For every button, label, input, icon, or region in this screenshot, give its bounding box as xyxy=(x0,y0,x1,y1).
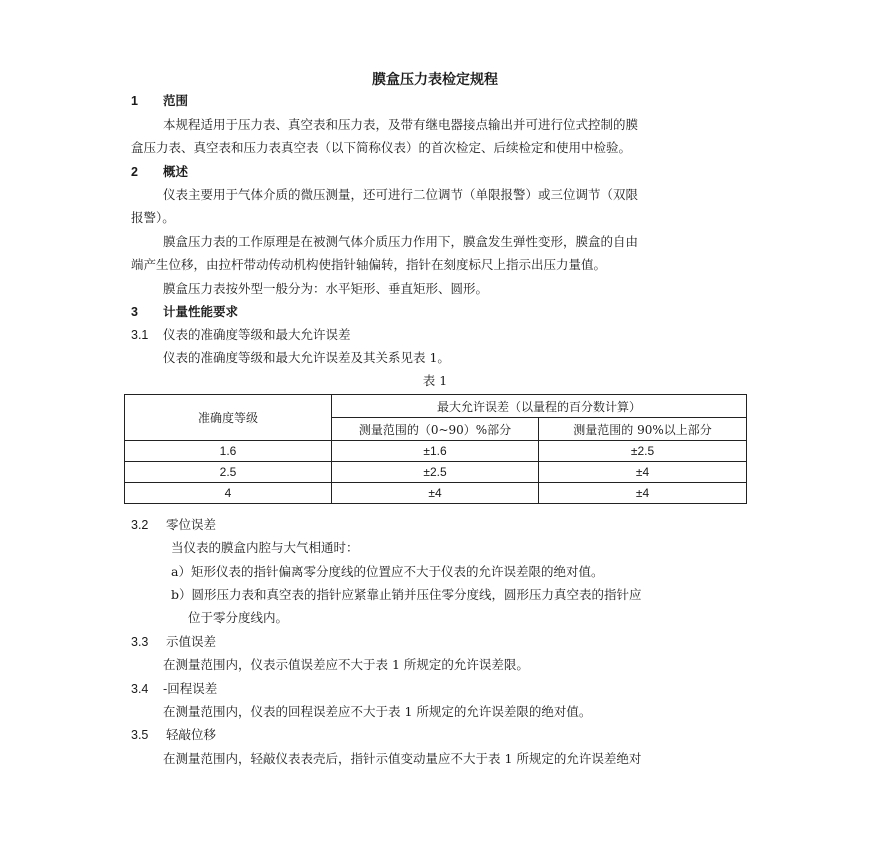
accuracy-table xyxy=(124,394,747,504)
table-cell-error-low: ±1.6 xyxy=(332,441,539,462)
table-row xyxy=(125,441,747,462)
section-1-heading: 范围 xyxy=(163,93,189,108)
section-3-3-number: 3.3 xyxy=(131,635,149,649)
section-3-1-heading: 仪表的准确度等级和最大允许误差 xyxy=(163,327,351,342)
section-3-2-item-a: a）矩形仪表的指针偏离零分度线的位置应不大于仪表的允许误差限的绝对值。 xyxy=(171,564,604,579)
section-3-2-paragraph: 当仪表的膜盒内腔与大气相通时： xyxy=(171,540,359,555)
section-3-4-heading: -回程误差 xyxy=(163,681,218,696)
header-accuracy-grade: 准确度等级 xyxy=(125,395,332,441)
table-header-row xyxy=(125,395,747,418)
table-caption: 表 1 xyxy=(422,373,448,388)
table-cell-error-high: ±4 xyxy=(539,483,747,504)
table-cell-grade: 2.5 xyxy=(125,462,332,483)
section-3-5-heading: 轻敲位移 xyxy=(166,727,217,742)
section-3-2-number: 3.2 xyxy=(131,518,149,532)
section-3-4-paragraph: 在测量范围内，仪表的回程误差应不大于表 1 所规定的允许误差限的绝对值。 xyxy=(163,704,592,719)
section-2-paragraph-line: 膜盒压力表按外型一般分为：水平矩形、垂直矩形、圆形。 xyxy=(163,281,489,296)
section-1-paragraph-line: 盒压力表、真空表和压力表真空表（以下简称仪表）的首次检定、后续检定和使用中检验。 xyxy=(131,140,632,155)
section-2-paragraph-line: 膜盒压力表的工作原理是在被测气体介质压力作用下，膜盒发生弹性变形，膜盒的自由 xyxy=(163,234,639,249)
section-2-number: 2 xyxy=(131,165,138,179)
table-row xyxy=(125,483,747,504)
section-3-5-paragraph: 在测量范围内，轻敲仪表表壳后，指针示值变动量应不大于表 1 所规定的允许误差绝对 xyxy=(163,751,642,766)
section-2-paragraph-line: 仪表主要用于气体介质的微压测量，还可进行二位调节（单限报警）或三位调节（双限 xyxy=(163,187,639,202)
table-cell-error-high: ±4 xyxy=(539,462,747,483)
section-1-paragraph-line: 本规程适用于压力表、真空表和压力表，及带有继电器接点输出并可进行位式控制的膜 xyxy=(163,117,639,132)
section-1-number: 1 xyxy=(131,94,138,108)
document-title: 膜盒压力表检定规程 xyxy=(372,72,498,88)
table-cell-error-high: ±2.5 xyxy=(539,441,747,462)
section-3-2-heading: 零位误差 xyxy=(166,517,217,532)
section-3-1-paragraph: 仪表的准确度等级和最大允许误差及其关系见表 1。 xyxy=(163,350,450,365)
section-2-paragraph-line: 报警）。 xyxy=(131,210,175,225)
section-2-heading: 概述 xyxy=(163,164,189,179)
section-3-5-number: 3.5 xyxy=(131,728,149,742)
table-cell-grade: 1.6 xyxy=(125,441,332,462)
section-3-2-item-b: b）圆形压力表和真空表的指针应紧靠止销并压住零分度线，圆形压力真空表的指针应 xyxy=(171,587,642,602)
section-3-heading: 计量性能要求 xyxy=(163,304,239,319)
header-range-above-90: 测量范围的 90%以上部分 xyxy=(539,418,747,441)
section-3-3-paragraph: 在测量范围内，仪表示值误差应不大于表 1 所规定的允许误差限。 xyxy=(163,657,529,672)
header-max-error: 最大允许误差（以量程的百分数计算） xyxy=(332,395,747,418)
section-3-1-number: 3.1 xyxy=(131,328,149,342)
table-cell-error-low: ±2.5 xyxy=(332,462,539,483)
header-range-0-90: 测量范围的（0~90）%部分 xyxy=(332,418,539,441)
section-2-paragraph-line: 端产生位移，由拉杆带动传动机构使指针轴偏转，指针在刻度标尺上指示出压力量值。 xyxy=(131,257,607,272)
section-3-4-number: 3.4 xyxy=(131,682,149,696)
section-3-2-item-b-continued: 位于零分度线内。 xyxy=(188,610,289,625)
section-3-3-heading: 示值误差 xyxy=(166,634,217,649)
table-cell-error-low: ±4 xyxy=(332,483,539,504)
table-row xyxy=(125,462,747,483)
table-cell-grade: 4 xyxy=(125,483,332,504)
section-3-number: 3 xyxy=(131,305,138,319)
